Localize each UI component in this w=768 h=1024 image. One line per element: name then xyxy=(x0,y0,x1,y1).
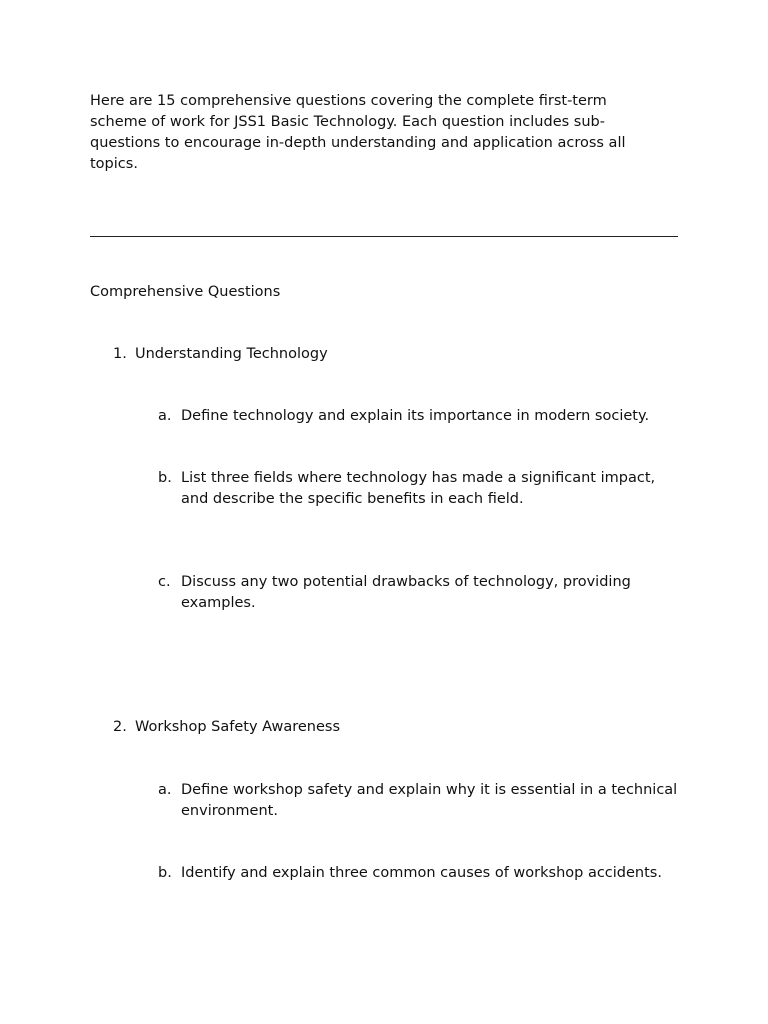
sub-question-text: Discuss any two potential drawbacks of technology, providing examples. xyxy=(181,574,631,611)
question-number: 1. xyxy=(113,346,127,362)
question-title: Understanding Technology xyxy=(135,346,328,362)
sub-question-1a xyxy=(158,406,678,427)
sub-question-2b xyxy=(158,863,678,884)
sub-question-label: a. xyxy=(158,408,172,424)
sub-question-text: Identify and explain three common causes of workshop accidents. xyxy=(181,865,662,881)
sub-question-label: a. xyxy=(158,782,172,798)
horizontal-divider xyxy=(90,236,678,237)
sub-question-label: c. xyxy=(158,574,171,590)
sub-question-text: List three fields where technology has made a significant impact, and describe the specific benefits in each field. xyxy=(181,470,656,507)
question-number: 2. xyxy=(113,719,127,735)
sub-question-1b xyxy=(158,468,678,510)
sub-question-text: Define technology and explain its importance in modern society. xyxy=(181,408,650,424)
sub-question-2a xyxy=(158,780,678,822)
sub-question-text: Define workshop safety and explain why it is essential in a technical environment. xyxy=(181,782,678,819)
section-heading: Comprehensive Questions xyxy=(90,284,281,300)
intro-paragraph: Here are 15 comprehensive questions covering the complete first-term scheme of work for JSS1 Basic Technology. Each question includes sub-questions to encourage in-depth understanding and application across all topics. xyxy=(90,93,626,172)
sub-question-1c xyxy=(158,572,678,614)
sub-question-label: b. xyxy=(158,470,172,486)
question-title: Workshop Safety Awareness xyxy=(135,719,340,735)
sub-question-label: b. xyxy=(158,865,172,881)
